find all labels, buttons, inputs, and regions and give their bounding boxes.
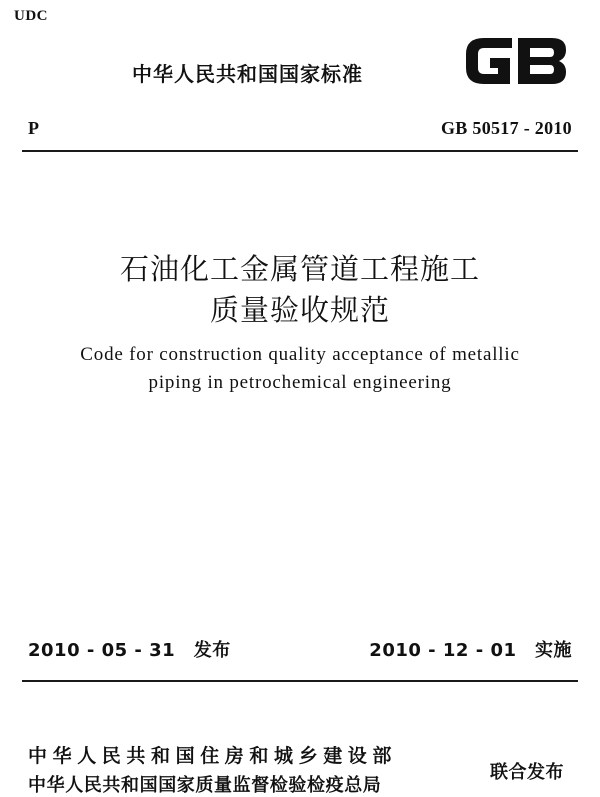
gb-logo xyxy=(462,32,570,90)
issuer-aqsiq: 中华人民共和国国家质量监督检验检疫总局 xyxy=(28,775,382,796)
issuer-ministry-housing: 中华人民共和国住房和城乡建设部 xyxy=(28,745,398,767)
classification-code: P xyxy=(28,118,39,138)
title-chinese-line-2: 质量验收规范 xyxy=(209,293,390,327)
title-english-line-2: piping in petrochemical engineering xyxy=(148,372,452,393)
title-chinese-line-1: 石油化工金属管道工程施工 xyxy=(119,252,480,286)
footer-divider xyxy=(22,680,578,682)
publish-date: 2010 - 05 - 31 发布 xyxy=(28,640,231,661)
joint-issue-label: 联合发布 xyxy=(490,762,564,783)
header-divider xyxy=(22,150,578,152)
national-standard-heading: 中华人民共和国国家标准 xyxy=(132,62,363,86)
implement-date: 2010 - 12 - 01 实施 xyxy=(369,640,572,661)
gb-logo-g xyxy=(466,38,512,84)
title-english-line-1: Code for construction quality acceptance of metallic xyxy=(80,344,520,365)
gb-logo-b xyxy=(518,38,566,84)
standard-number: GB 50517 - 2010 xyxy=(440,118,572,138)
udc-label: UDC xyxy=(14,8,48,24)
